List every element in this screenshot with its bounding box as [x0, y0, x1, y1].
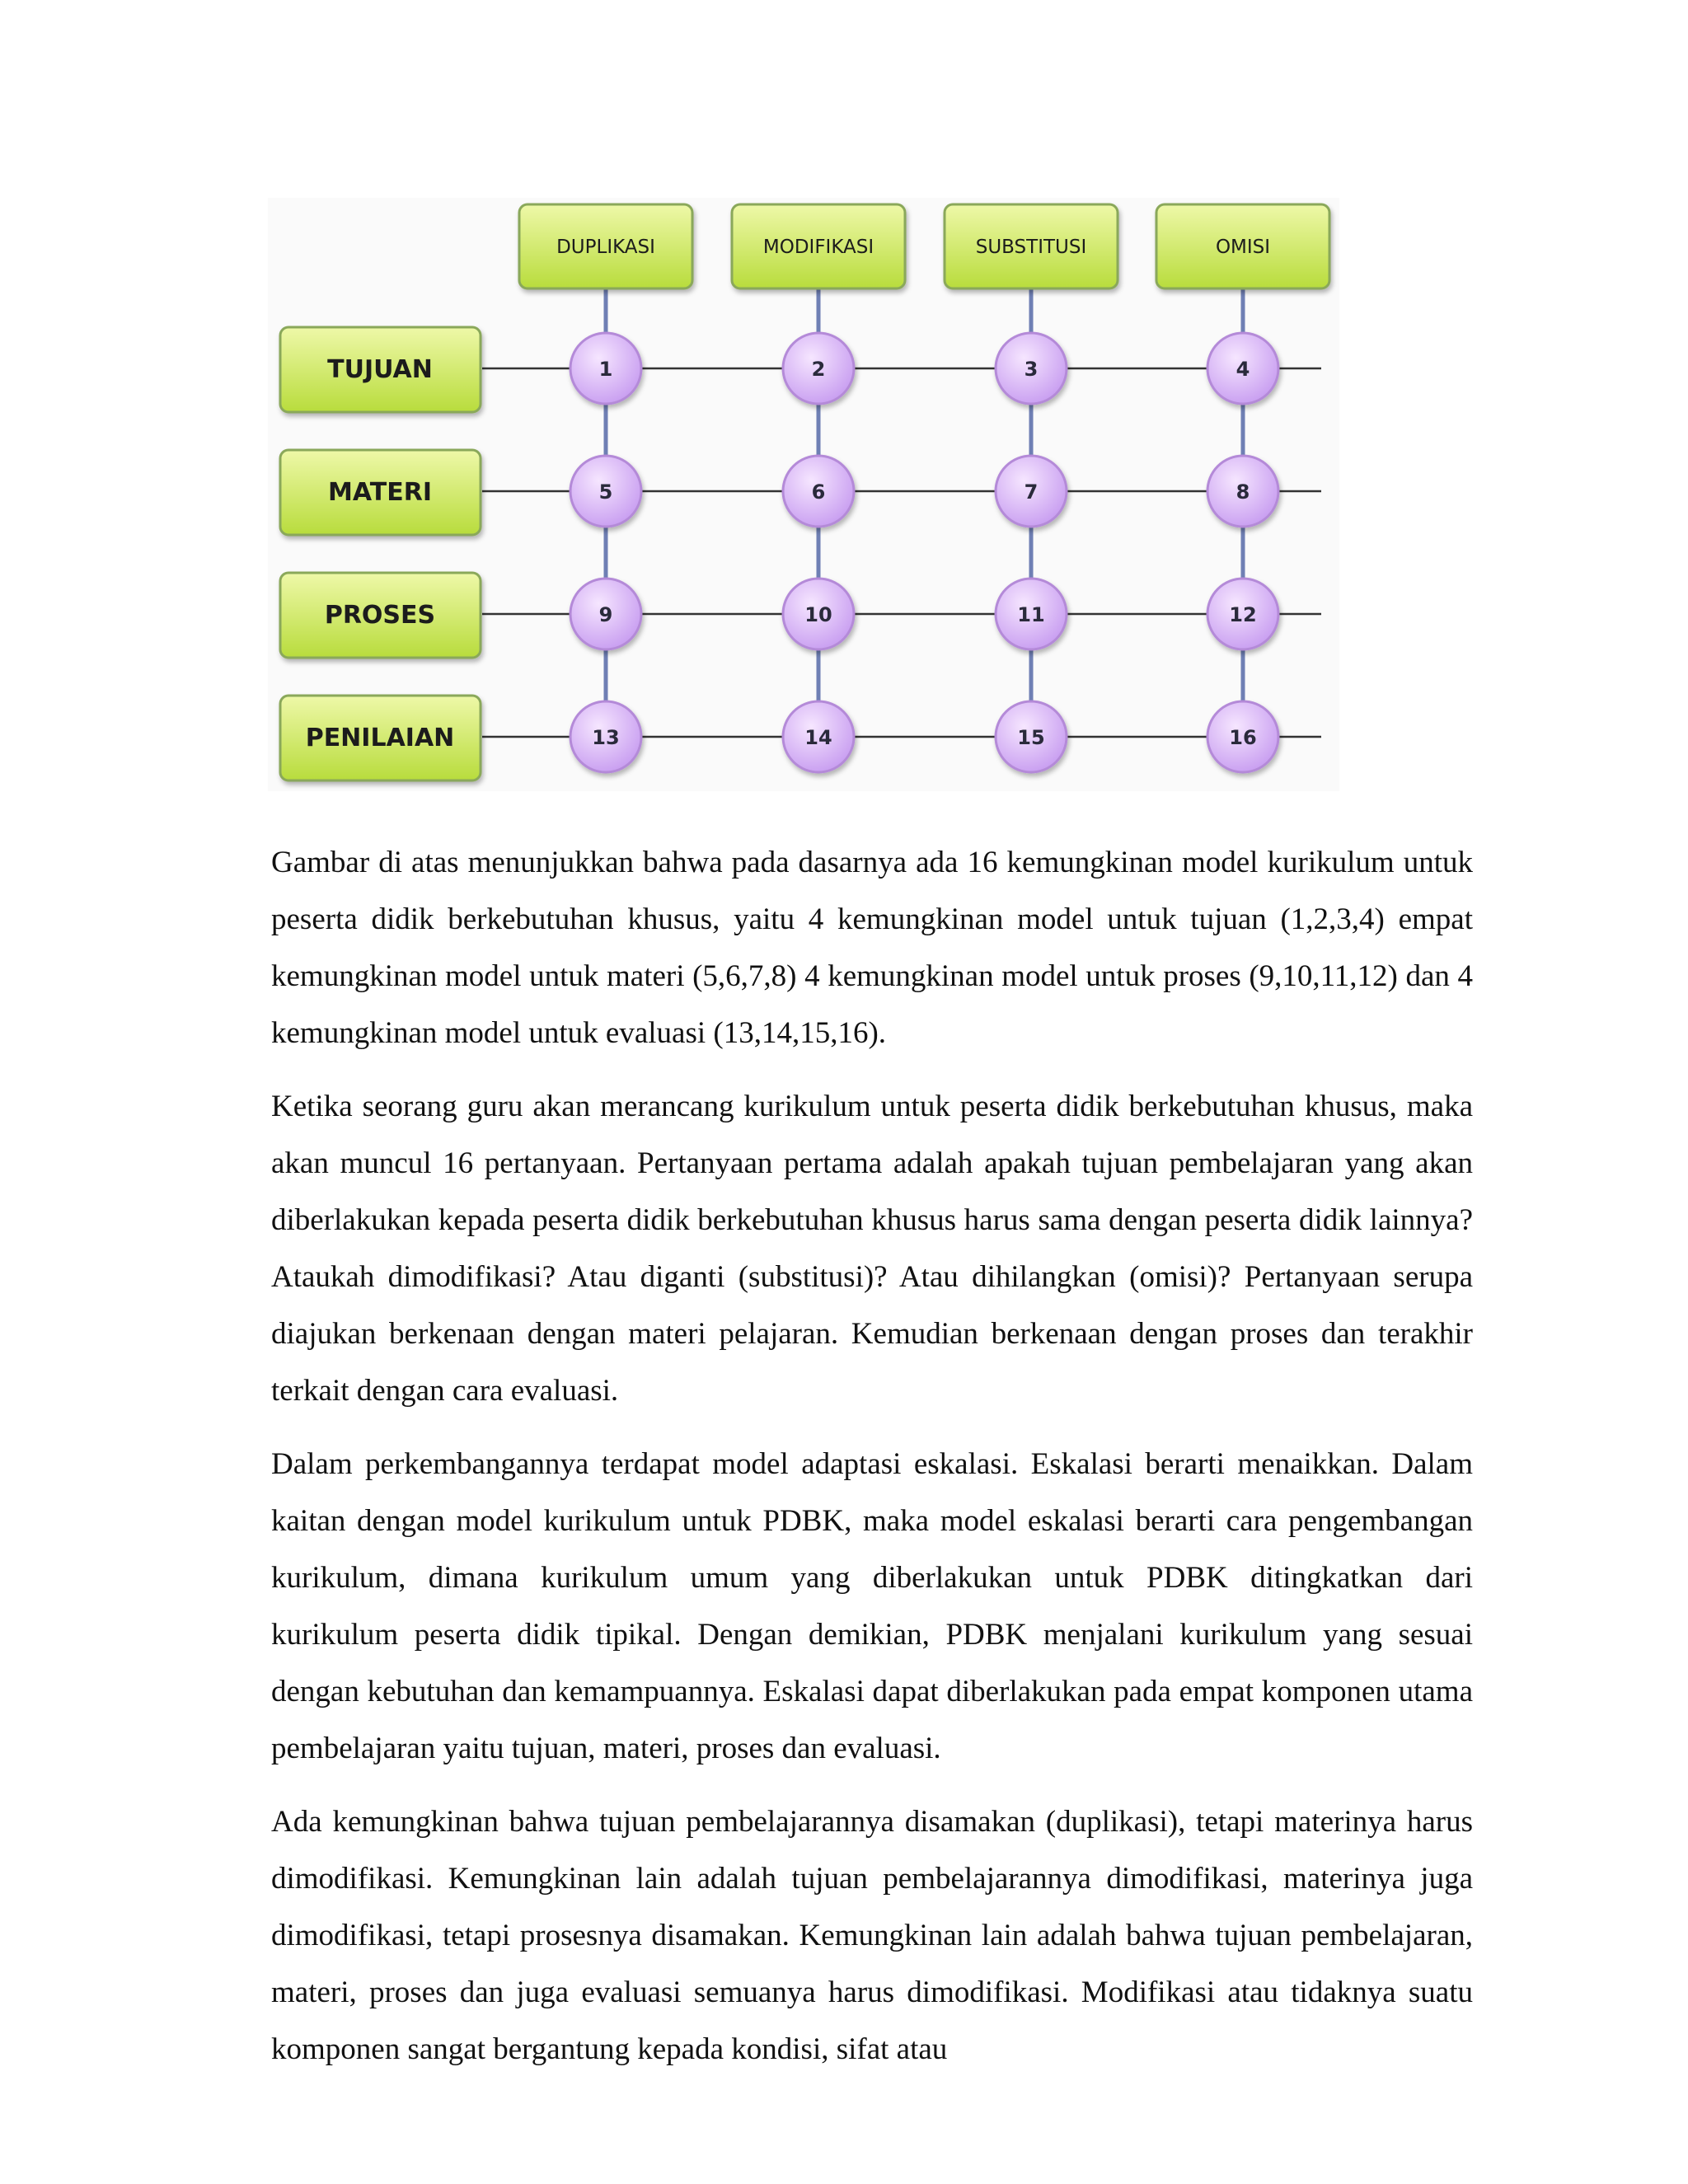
- column-header-label: SUBSTITUSI: [975, 237, 1087, 258]
- node-number: 15: [1017, 726, 1045, 749]
- column-header-label: MODIFIKASI: [762, 237, 874, 258]
- column-header-duplikasi: [519, 204, 692, 288]
- node-4: [1207, 333, 1278, 404]
- column-header-substitusi: [945, 204, 1118, 288]
- row-header-label: PROSES: [324, 601, 436, 630]
- node-14: [783, 701, 854, 772]
- paragraph: Dalam perkembangannya terdapat model adaptasi eskalasi. Eskalasi berarti menaikkan. Dalam kaitan dengan model kurikulum untuk PDBK, maka model eskalasi berarti cara pengembangan kurikulum, dimana kurikulum umum yang diberlakukan untuk PDBK ditingkatkan dari kurikulum peserta didik tipikal. Dengan demikian, PDBK menjalani kurikulum yang sesuai dengan kebutuhan dan kemampuannya. Eskalasi dapat diberlakukan pada empat komponen utama pembelajaran yaitu tujuan, materi, proses dan evaluasi.: [271, 1447, 1473, 1765]
- row-header-penilaian: [280, 696, 481, 780]
- vertical-lines: [606, 288, 1243, 746]
- node-number: 5: [598, 480, 613, 504]
- row-header-tujuan: [280, 327, 481, 412]
- column-header-omisi: [1156, 204, 1329, 288]
- node-8: [1207, 456, 1278, 527]
- node-number: 2: [811, 358, 826, 381]
- node-number: 1: [598, 358, 613, 381]
- node-number: 3: [1024, 358, 1039, 381]
- node-10: [783, 579, 854, 649]
- node-number: 10: [804, 603, 832, 626]
- diagram-svg: [268, 198, 1339, 791]
- curriculum-model-diagram: [268, 198, 1339, 791]
- node-number: 13: [592, 726, 620, 749]
- node-number: 6: [811, 480, 826, 504]
- paragraph: Gambar di atas menunjukkan bahwa pada dasarnya ada 16 kemungkinan model kurikulum untuk peserta didik berkebutuhan khusus, yaitu 4 kemungkinan model untuk tujuan (1,2,3,4) empat kemungkinan model untuk materi (5,6,7,8) 4 kemungkinan model untuk proses (9,10,11,12) dan 4 kemungkinan model untuk evaluasi (13,14,15,16).: [271, 846, 1473, 1050]
- node-5: [570, 456, 641, 527]
- node-12: [1207, 579, 1278, 649]
- node-number: 11: [1017, 603, 1045, 626]
- node-15: [996, 701, 1067, 772]
- node-16: [1207, 701, 1278, 772]
- node-9: [570, 579, 641, 649]
- node-number: 12: [1229, 603, 1257, 626]
- node-1: [570, 333, 641, 404]
- body-text: [271, 834, 1473, 2094]
- row-header-label: TUJUAN: [327, 355, 433, 384]
- row-header-label: PENILAIAN: [305, 724, 455, 752]
- node-number: 8: [1236, 480, 1250, 504]
- node-13: [570, 701, 641, 772]
- node-11: [996, 579, 1067, 649]
- node-2: [783, 333, 854, 404]
- node-3: [996, 333, 1067, 404]
- node-number: 14: [804, 726, 832, 749]
- node-number: 4: [1236, 358, 1250, 381]
- node-number: 16: [1229, 726, 1257, 749]
- node-7: [996, 456, 1067, 527]
- column-header-modifikasi: [732, 204, 905, 288]
- paragraph: Ada kemungkinan bahwa tujuan pembelajarannya disamakan (duplikasi), tetapi materinya harus dimodifikasi. Kemungkinan lain adalah tujuan pembelajarannya dimodifikasi, materinya juga dimodifikasi, tetapi prosesnya disamakan. Kemungkinan lain adalah bahwa tujuan pembelajaran, materi, proses dan juga evaluasi semuanya harus dimodifikasi. Modifikasi atau tidaknya suatu komponen sangat bergantung kepada kondisi, sifat atau: [271, 1805, 1473, 2066]
- row-header-materi: [280, 450, 481, 535]
- node-6: [783, 456, 854, 527]
- paragraph: Ketika seorang guru akan merancang kurikulum untuk peserta didik berkebutuhan khusus, maka akan muncul 16 pertanyaan. Pertanyaan pertama adalah apakah tujuan pembelajaran yang akan diberlakukan kepada peserta didik berkebutuhan khusus harus sama dengan peserta didik lainnya? Ataukah dimodifikasi? Atau diganti (substitusi)? Atau dihilangkan (omisi)? Pertanyaan serupa diajukan berkenaan dengan materi pelajaran. Kemudian berkenaan dengan proses dan terakhir terkait dengan cara evaluasi.: [271, 1090, 1473, 1408]
- column-header-label: OMISI: [1215, 237, 1271, 258]
- column-header-label: DUPLIKASI: [556, 237, 655, 258]
- node-number: 7: [1024, 480, 1039, 504]
- node-number: 9: [598, 603, 613, 626]
- row-header-proses: [280, 573, 481, 658]
- row-header-label: MATERI: [328, 478, 432, 507]
- horizontal-lines: [482, 368, 1321, 737]
